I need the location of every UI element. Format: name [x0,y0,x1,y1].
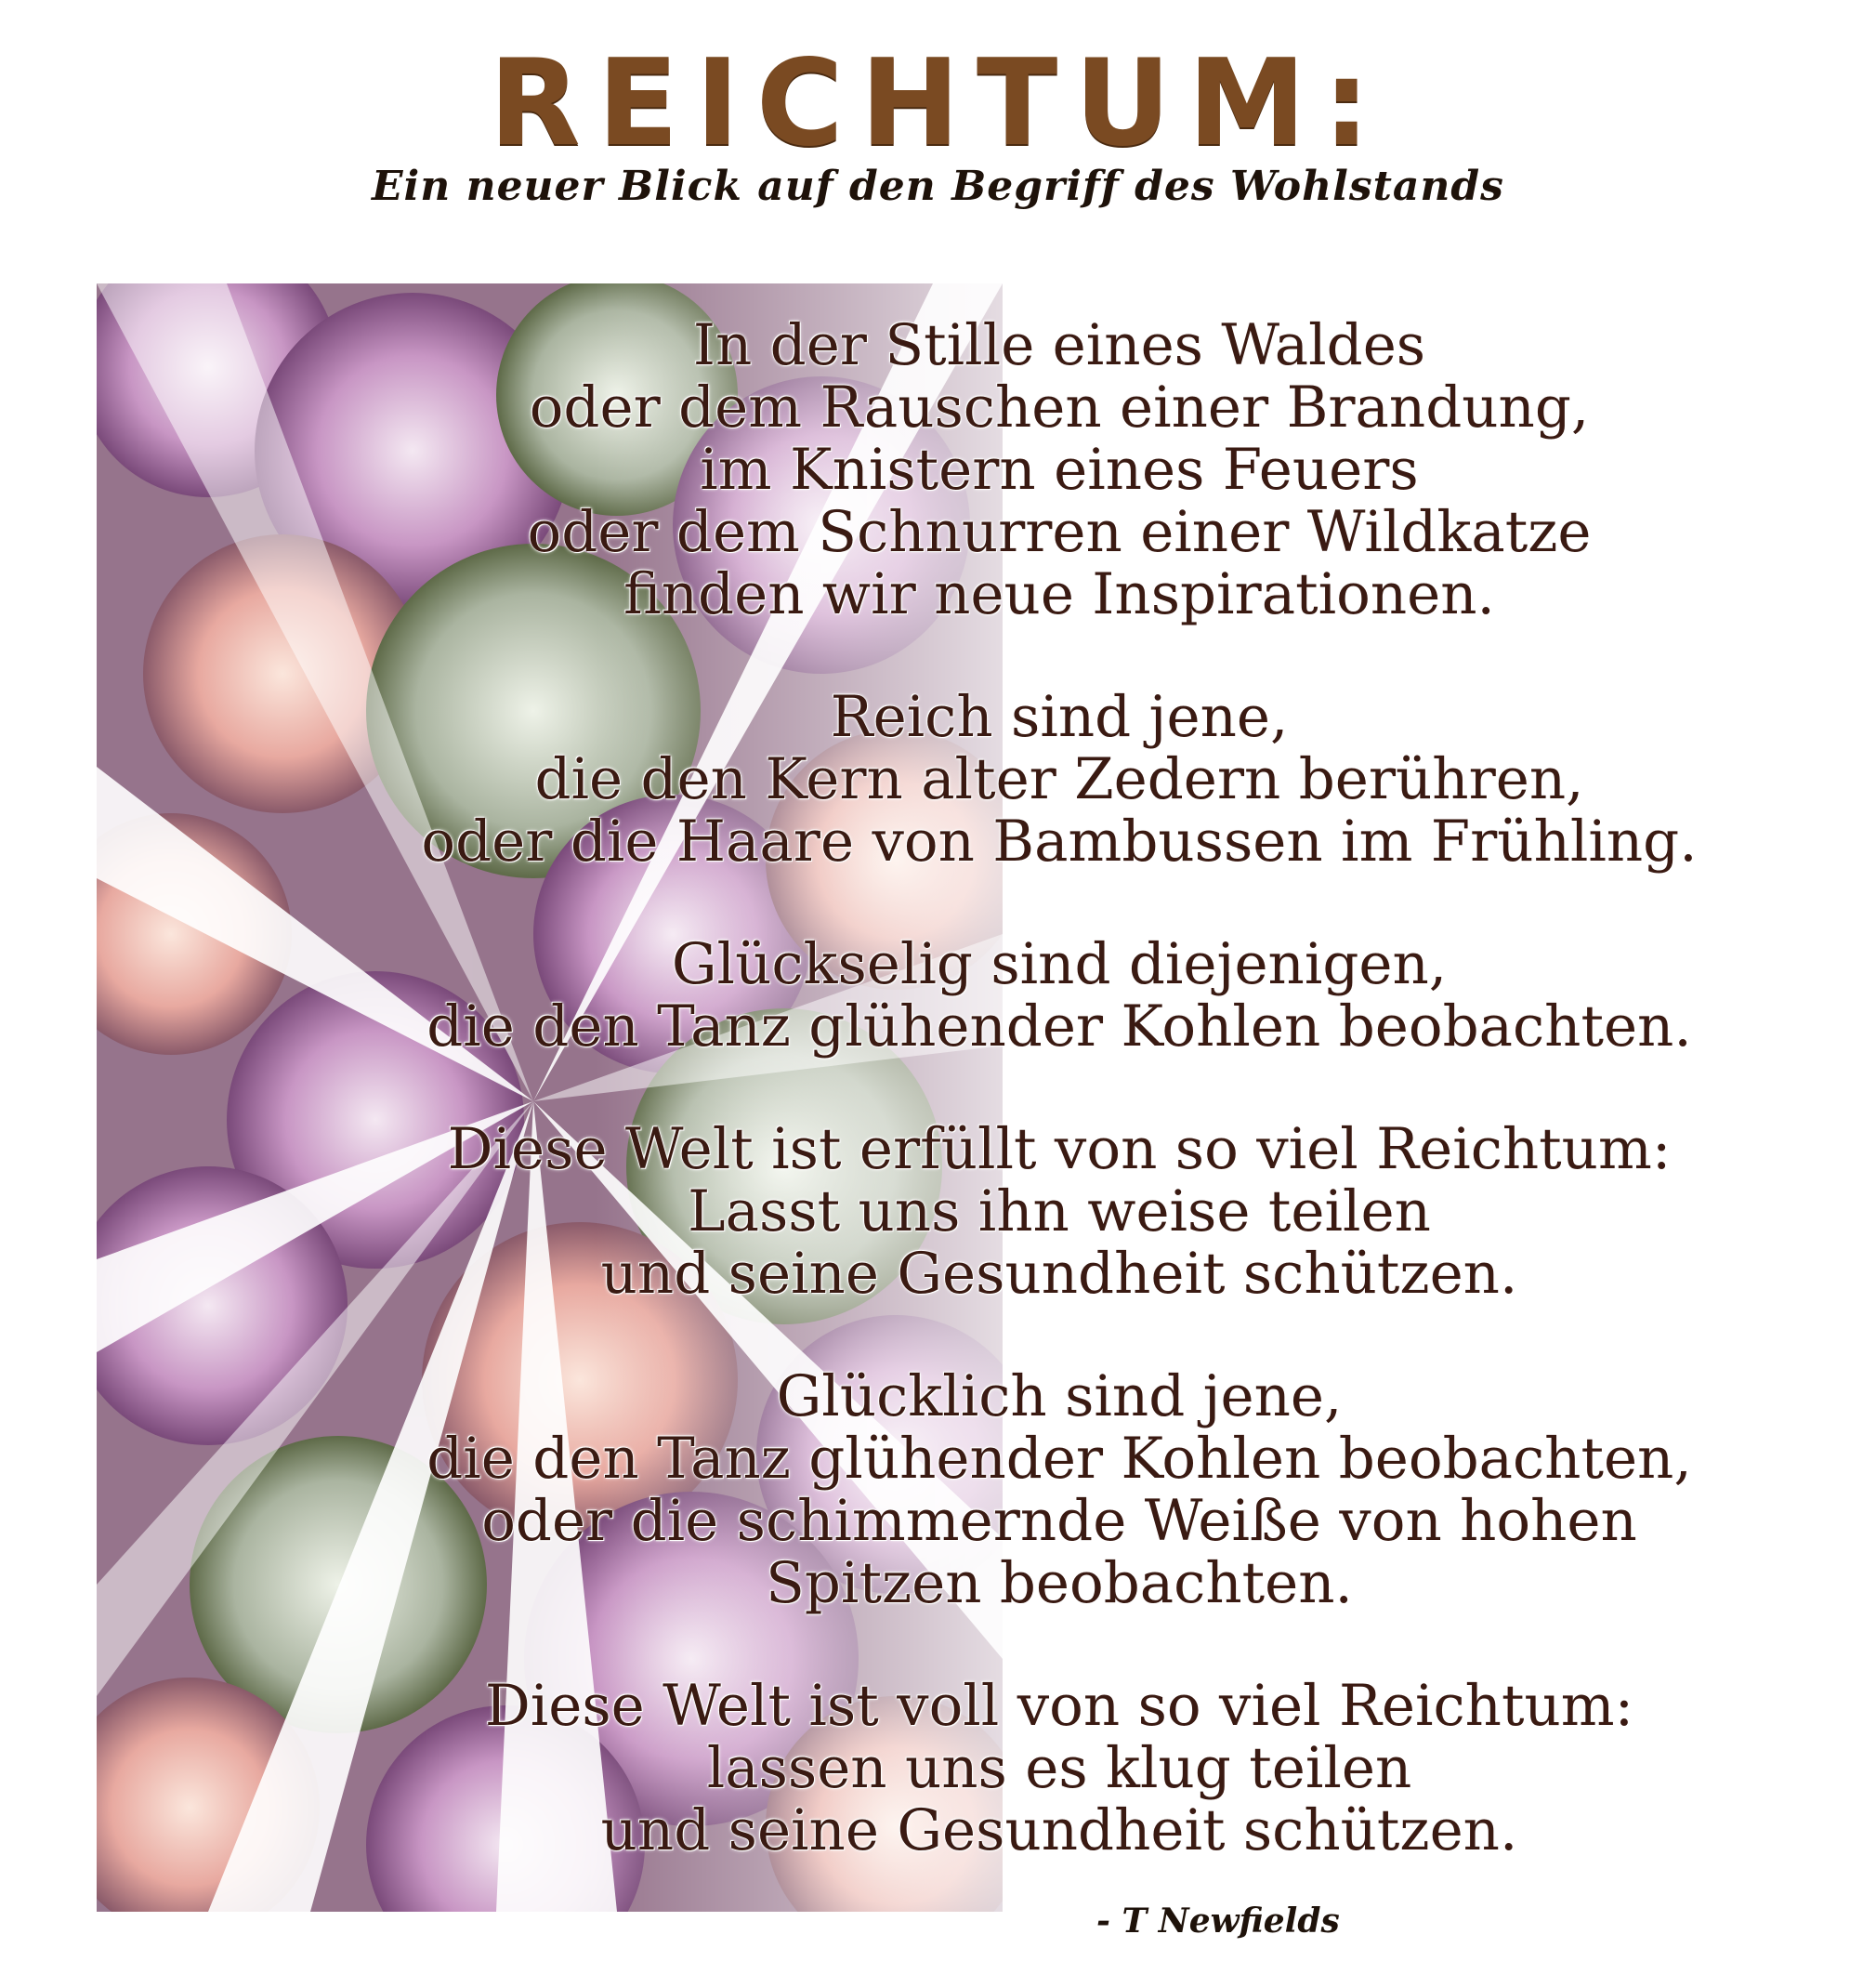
poem-line: die den Tanz glühender Kohlen beobachten. [426,994,1692,1059]
poem-line: die den Kern alter Zedern berühren, [534,746,1584,812]
poem-line: Glücklich sind jene, [776,1363,1343,1429]
poem-line: Diese Welt ist erfüllt von so viel Reichtum: [447,1116,1672,1182]
stanza [409,933,1710,1058]
poem-line: und seine Gesundheit schützen. [600,1797,1518,1863]
stanza [409,1675,1710,1862]
poem-line: Diese Welt ist voll von so viel Reichtum: [484,1673,1634,1739]
poem-line: die den Tanz glühender Kohlen beobachten, [426,1426,1692,1492]
stanza [409,1118,1710,1305]
poem-line: Reich sind jene, [830,684,1289,750]
poem-line: und seine Gesundheit schützen. [600,1241,1518,1307]
stanza [409,314,1710,625]
poem-line: oder die schimmernde Weiße von hohen [481,1488,1637,1554]
poem-line: im Knistern eines Feuers [700,437,1419,503]
poem-line: In der Stille eines Waldes [692,312,1426,378]
poem-line: Glückselig sind diejenigen, [671,931,1448,997]
stanza [409,1365,1710,1614]
poem-line: oder dem Rauschen einer Brandung, [529,375,1590,441]
author-credit: - T Newfields [1096,1902,1340,1941]
poem-line: oder die Haare von Bambussen im Frühling. [421,809,1698,875]
poem-body [409,314,1710,1922]
poem-line: Lasst uns ihn weise teilen [688,1178,1431,1244]
page-subtitle: Ein neuer Blick auf den Begriff des Wohlstands [372,163,1504,210]
poem-line: lassen uns es klug teilen [706,1735,1412,1801]
stanza [409,686,1710,873]
poem-line: finden wir neue Inspirationen. [623,561,1495,627]
page-title: REICHTUM: [489,34,1387,173]
poem-line: Spitzen beobachten. [766,1550,1353,1616]
poem-line: oder dem Schnurren einer Wildkatze [527,499,1592,565]
